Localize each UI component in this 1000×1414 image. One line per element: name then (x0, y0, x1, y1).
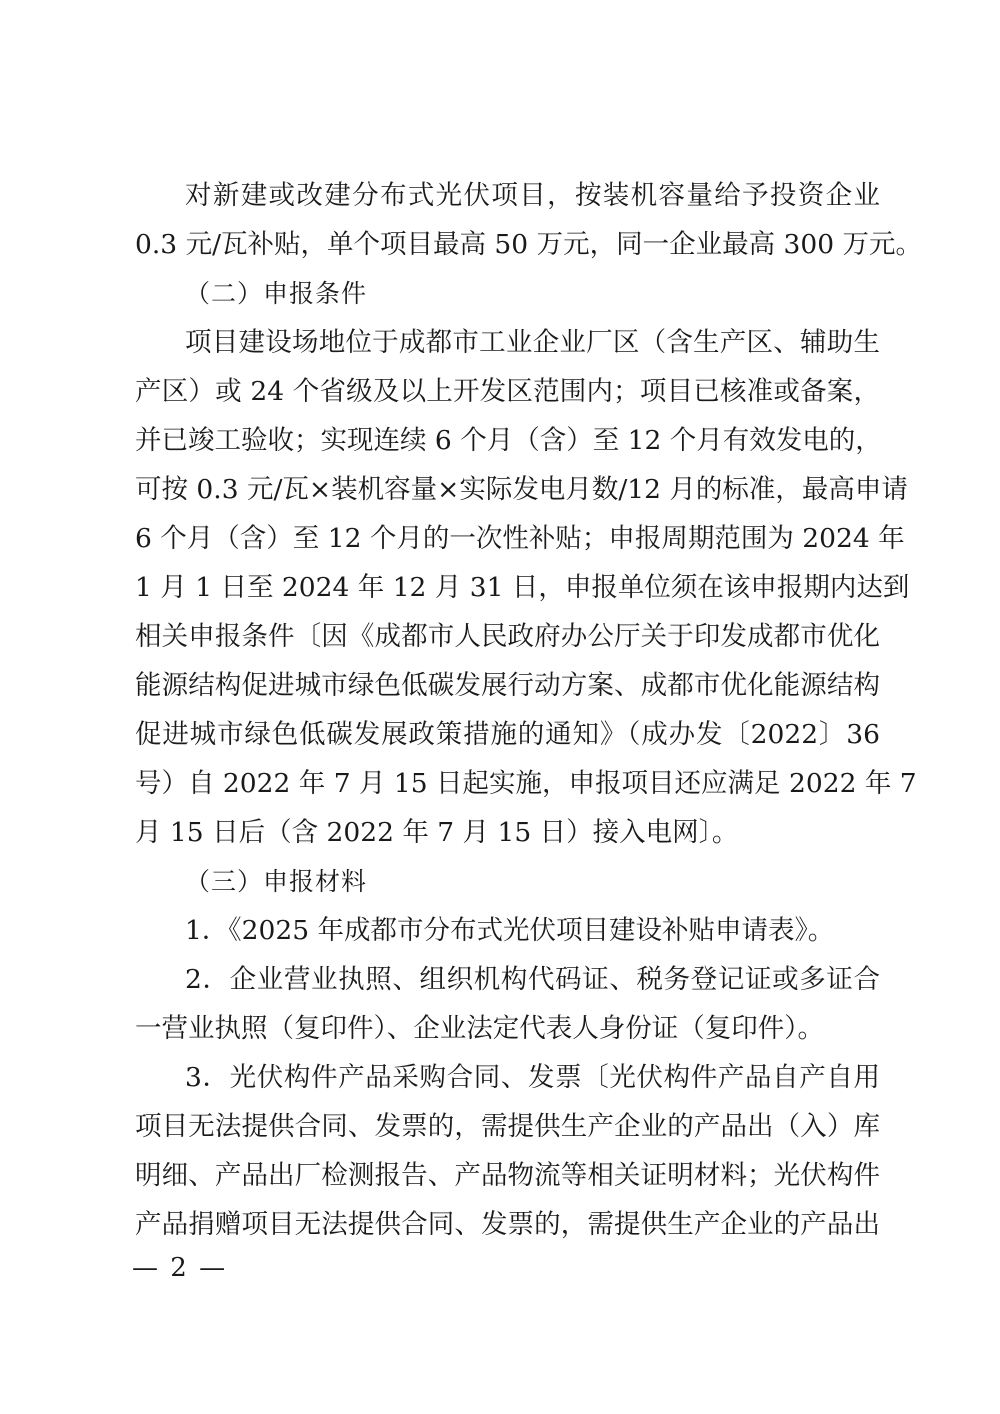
list-item-line: 2．企业营业执照、组织机构代码证、税务登记证或多证合 (185, 964, 880, 995)
paragraph-line: 1 月 1 日至 2024 年 12 月 31 日，申报单位须在该申报期内达到 (135, 572, 910, 603)
paragraph-line: 对新建或改建分布式光伏项目，按装机容量给予投资企业 (185, 180, 880, 211)
paragraph-line: 促进城市绿色低碳发展政策措施的通知》（成办发〔2022〕36 (135, 719, 880, 750)
list-item-line: 3．光伏构件产品采购合同、发票〔光伏构件产品自产自用 (185, 1062, 880, 1093)
paragraph-line: 可按 0.3 元/瓦×装机容量×实际发电月数/12 月的标准，最高申请 (135, 474, 908, 505)
list-item-line: 明细、产品出厂检测报告、产品物流等相关证明材料；光伏构件 (135, 1160, 880, 1191)
list-item-line: 一营业执照（复印件）、企业法定代表人身份证（复印件）。 (135, 1013, 824, 1044)
list-item-line: 1．《2025 年成都市分布式光伏项目建设补贴申请表》。 (185, 915, 835, 946)
section-heading: （二）申报条件 (185, 279, 368, 308)
paragraph-line: 相关申报条件〔因《成都市人民政府办公厅关于印发成都市优化 (135, 621, 880, 652)
paragraph-line: 月 15 日后（含 2022 年 7 月 15 日）接入电网〕。 (135, 817, 739, 848)
paragraph-line: 0.3 元/瓦补贴，单个项目最高 50 万元，同一企业最高 300 万元。 (135, 229, 922, 260)
paragraph-line: 产区）或 24 个省级及以上开发区范围内；项目已核准或备案， (135, 376, 880, 407)
paragraph-line: 项目建设场地位于成都市工业企业厂区（含生产区、辅助生 (185, 327, 880, 358)
paragraph-line: 能源结构促进城市绿色低碳发展行动方案、成都市优化能源结构 (135, 670, 880, 701)
page-number: — 2 — (132, 1253, 228, 1283)
section-heading: （三）申报材料 (185, 867, 368, 896)
list-item-line: 产品捐赠项目无法提供合同、发票的，需提供生产企业的产品出 (135, 1209, 880, 1240)
list-item-line: 项目无法提供合同、发票的，需提供生产企业的产品出（入）库 (135, 1111, 880, 1142)
paragraph-line: 号）自 2022 年 7 月 15 日起实施，申报项目还应满足 2022 年 7 (135, 768, 917, 799)
paragraph-line: 6 个月（含）至 12 个月的一次性补贴；申报周期范围为 2024 年 (135, 523, 905, 554)
paragraph-line: 并已竣工验收；实现连续 6 个月（含）至 12 个月有效发电的， (135, 425, 882, 456)
